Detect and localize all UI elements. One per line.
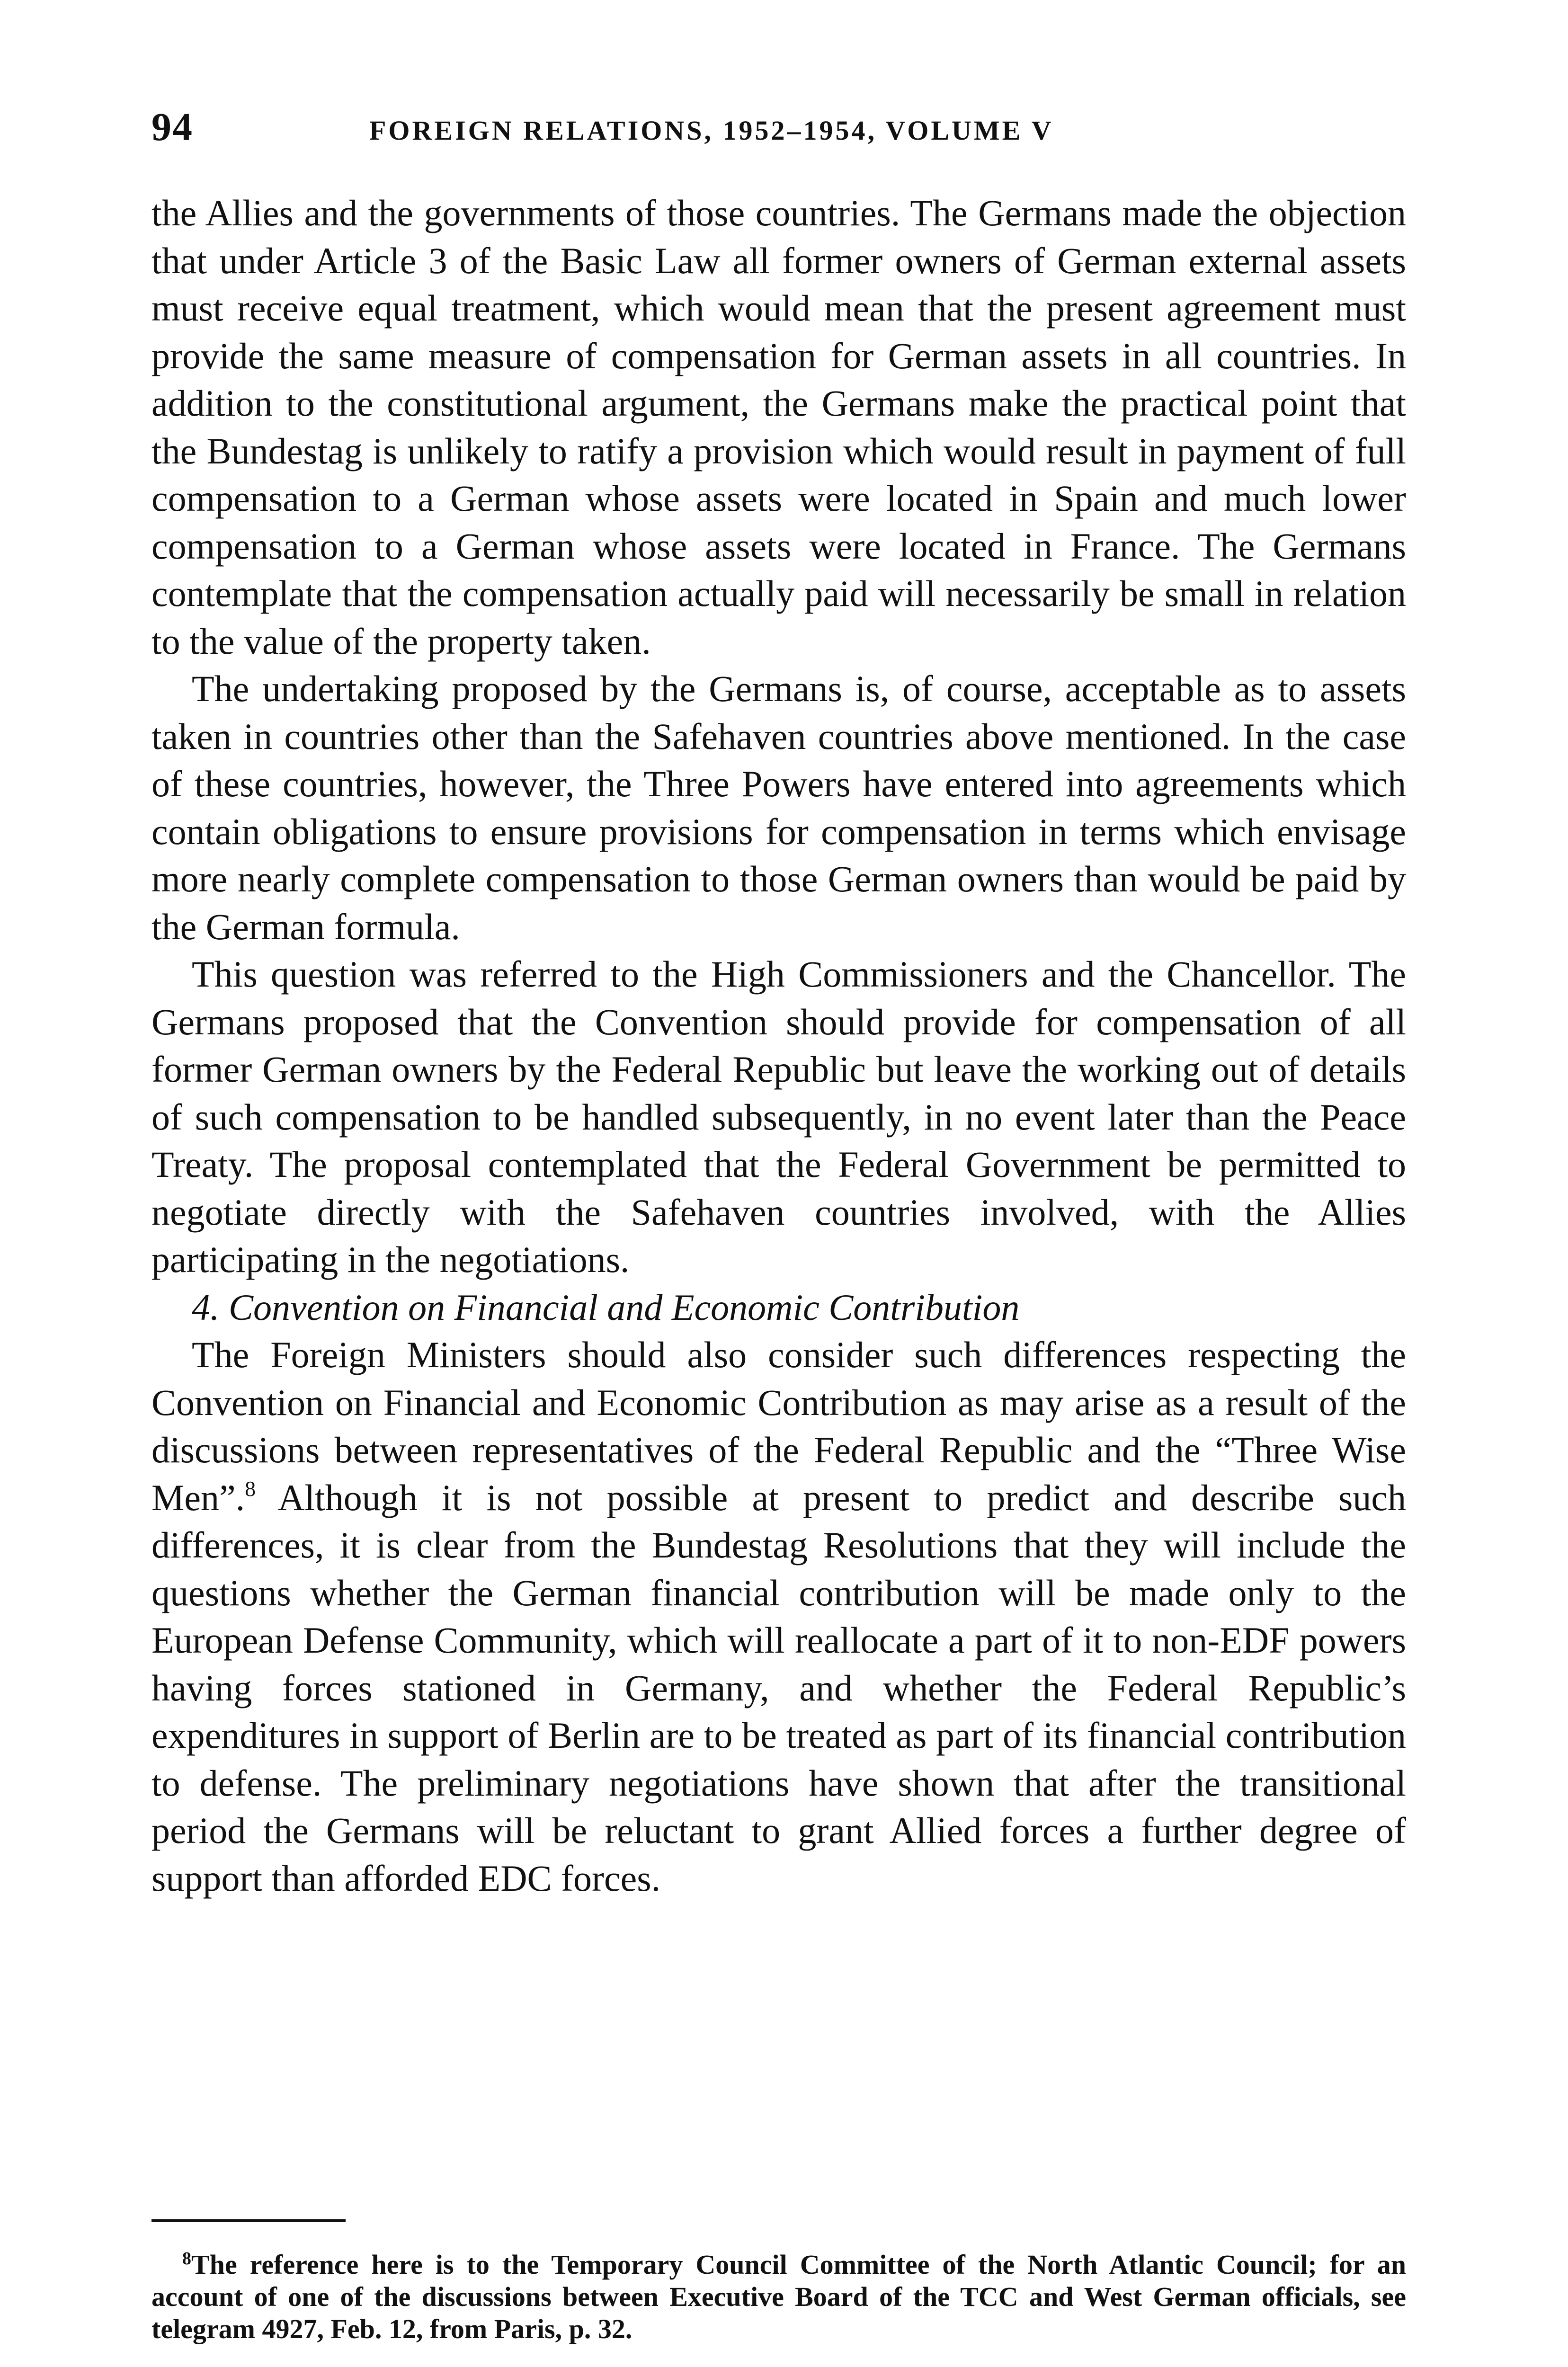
paragraph-3: This question was referred to the High Commissioners and the Chancellor. The Germans proposed that the Convention should provide for compensation of all former German owners by the Federal Republic but leave the working out of details of such compensation to be handled subsequently, in no event later than the Peace Treaty. The proposal contemplated that the Federal Government be permitted to negotiate directly with the Safehaven countries involved, with the Allies participating in the negotiations. (151, 953, 1406, 1280)
running-head: FOREIGN RELATIONS, 1952–1954, VOLUME V (369, 115, 1054, 146)
section-heading: 4. Convention on Financial and Economic Contribution (192, 1286, 1020, 1328)
page-header (151, 95, 1406, 151)
footnote-divider (151, 2219, 346, 2222)
paragraph-2: The undertaking proposed by the Germans is, of course, acceptable as to assets taken in countries other than the Safehaven countries above mentioned. In the case of these countries, however, the Three Powers have entered into agreements which contain obligations to ensure provisions for compensation in terms which envisage more nearly complete compensation to those German owners than would be paid by the German formula. (151, 668, 1406, 947)
page-number: 94 (151, 105, 193, 149)
footnote-text: The reference here is to the Temporary Council Committee of the North Atlantic Council; for an account of one of the discussions between Executive Board of the TCC and West German officials, see telegram 4927, Feb. 12, from Paris, p. 32. (151, 2249, 1406, 2344)
paragraph-4-text-end: Although it is not possible at present to predict and describe such differences, it is clear from the Bundestag Resolutions that they will include the questions whether the German financial contribution will be made only to the European Defense Community, which will reallocate a part of it to non-EDF powers having forces stationed in Germany, and whether the Federal Republic’s expenditures in support of Berlin are to be treated as part of its financial contribution to defense. The preliminary negotiations have shown that after the transitional period the Germans will be reluctant to grant Allied forces a further degree of support than afforded EDC forces. (151, 1477, 1406, 1899)
footnote-reference[interactable]: 8 (245, 1476, 256, 1501)
paragraph-4-text-start: The Foreign Ministers should also consider such differences respecting the Convention on Financial and Economic Contribution as may arise as a result of the discussions between representatives of the Federal Republic and the “Three Wise Men”. (151, 1334, 1406, 1518)
main-text (151, 189, 1406, 1902)
paragraph-1: the Allies and the governments of those countries. The Germans made the objection that under Article 3 of the Basic Law all former owners of German external assets must receive equal treatment, which would mean that the present agreement must provide the same measure of compensation for German assets in all countries. In addition to the constitutional argument, the Germans make the practical point that the Bundestag is unlikely to ratify a provision which would result in payment of full compensation to a German whose assets were located in Spain and much lower compensation to a German whose assets were located in France. The Germans contemplate that the compensation actually paid will necessarily be small in relation to the value of the property taken. (151, 192, 1406, 662)
paragraph-4 (151, 1331, 1406, 1902)
footnote (151, 2249, 1406, 2345)
footnote-marker: 8 (182, 2249, 191, 2269)
